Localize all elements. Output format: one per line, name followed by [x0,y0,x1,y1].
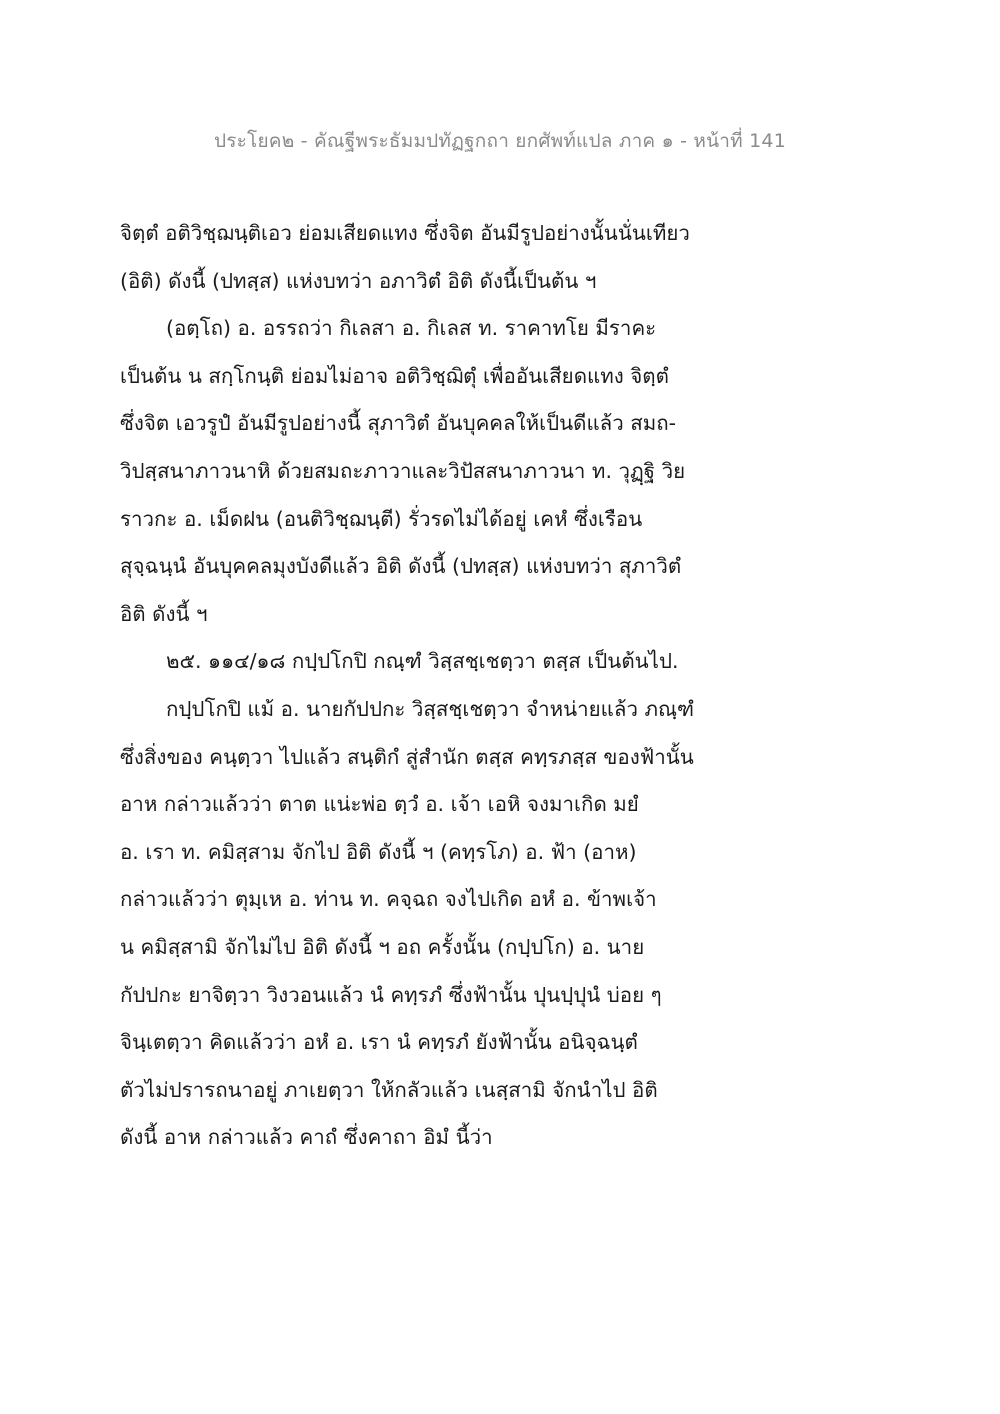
text-line: จินฺเตตฺวา คิดแล้วว่า อหํ อ. เรา นํ คทฺรภํ ยังฟ้านั้น อนิจฺฉนฺตํ [120,1030,638,1055]
text-line: ซึ่งจิต เอวรูปํ อันมีรูปอย่างนี้ สุภาวิตํ อันบุคคลให้เป็นดีแล้ว สมถ- [120,411,677,436]
page-header: ประโยค๒ - คัณฐีพระธัมมปทัฏฐกถา ยกศัพท์แปล ภาค ๑ - หน้าที่ 141 [213,130,786,152]
text-line: อิติ ดังนี้ ฯ [120,601,208,626]
text-line: ซึ่งสิ่งของ คนฺตฺวา ไปแล้ว สนฺติกํ สู่สำนัก ตสฺส คทฺรภสฺส ของฟ้านั้น [120,744,694,769]
text-line: (อตฺโถ) อ. อรรถว่า กิเลสา อ. กิเลส ท. ราคาทโย มีราคะ [166,316,657,341]
text-line: จิตฺตํ อติวิชฺฌนฺติเอว ย่อมเสียดแทง ซึ่งจิต อันมีรูปอย่างนั้นนั่นเทียว [120,221,690,245]
text-line: กปฺปโกปิ แม้ อ. นายกัปปกะ วิสฺสชฺเชตฺวา จำหน่ายแล้ว ภณฺฑํ [166,696,695,721]
text-line: (อิติ) ดังนี้ (ปทสฺส) แห่งบทว่า อภาวิตํ อิติ ดังนี้เป็นต้น ฯ [120,268,597,293]
text-line: สุจฺฉนฺนํ อันบุคคลมุงบังดีแล้ว อิติ ดังนี้ (ปทสฺส) แห่งบทว่า สุภาวิตํ [120,554,682,579]
text-line: น คมิสฺสามิ จักไม่ไป อิติ ดังนี้ ฯ อถ ครั้งนั้น (กปฺปโก) อ. นาย [120,934,645,959]
text-line: ตัวไม่ปรารถนาอยู่ ภาเยตฺวา ให้กลัวแล้ว เนสฺสามิ จักนำไป อิติ [120,1077,658,1102]
text-line: กล่าวแล้วว่า ตุมฺเห อ. ท่าน ท. คจฺฉถ จงไปเกิด อหํ อ. ข้าพเจ้า [120,887,657,912]
text-line: ๒๕. ๑๑๔/๑๘ กปฺปโกปิ กณฺฑํ วิสฺสชฺเชตฺวา ตสฺส เป็นต้นไป. [166,649,679,674]
text-line: เป็นต้น น สกฺโกนฺติ ย่อมไม่อาจ อติวิชฺฌิตุํ เพื่ออันเสียดแทง จิตฺตํ [120,363,669,388]
text-line: ราวกะ อ. เม็ดฝน (อนติวิชฺฌนฺตี) รั่วรดไม่ได้อยู่ เคหํ ซึ่งเรือน [120,506,643,531]
text-line: อาห กล่าวแล้วว่า ตาต แน่ะพ่อ ตฺวํ อ. เจ้า เอหิ จงมาเกิด มยํ [120,792,639,817]
text-line: ดังนี้ อาห กล่าวแล้ว คาถํ ซึ่งคาถา อิมํ นี้ว่า [120,1125,493,1150]
text-line: อ. เรา ท. คมิสฺสาม จักไป อิติ ดังนี้ ฯ (คทฺรโภ) อ. ฟ้า (อาห) [120,839,637,864]
text-body [120,210,720,1162]
text-line: กัปปกะ ยาจิตฺวา วิงวอนแล้ว นํ คทฺรภํ ซึ่งฟ้านั้น ปุนปฺปุนํ บ่อย ๆ [120,982,662,1007]
text-line: วิปสฺสนาภาวนาหิ ด้วยสมถะภาวาและวิปัสสนาภาวนา ท. วุฏฺฐิ วิย [120,458,686,483]
